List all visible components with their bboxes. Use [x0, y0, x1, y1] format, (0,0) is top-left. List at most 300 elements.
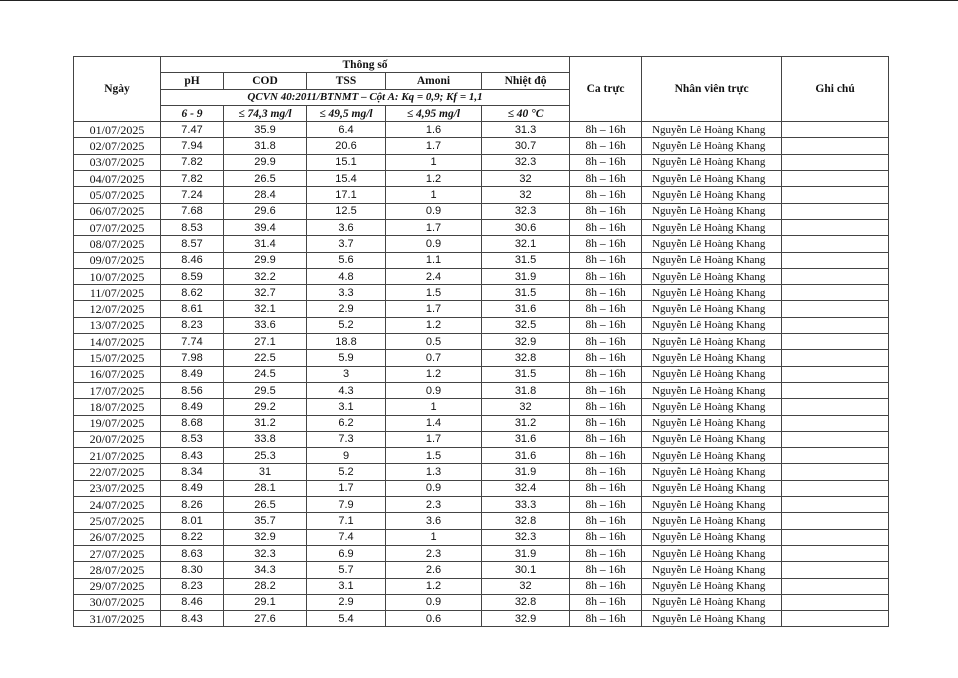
- ph-cell: 8.30: [161, 562, 224, 578]
- shift-cell: 8h – 16h: [570, 562, 642, 578]
- date-cell: 27/07/2025: [74, 545, 161, 561]
- tss-cell: 6.2: [307, 415, 386, 431]
- table-row: [74, 513, 889, 529]
- header-amoni: Amoni: [386, 73, 482, 89]
- note-cell: [782, 594, 889, 610]
- staff-cell: Nguyễn Lê Hoàng Khang: [642, 350, 782, 366]
- table-row: [74, 497, 889, 513]
- ph-cell: 8.61: [161, 301, 224, 317]
- date-cell: 29/07/2025: [74, 578, 161, 594]
- tss-cell: 5.9: [307, 350, 386, 366]
- date-cell: 04/07/2025: [74, 171, 161, 187]
- standard-title: QCVN 40:2011/BTNMT – Cột A: Kq = 0,9; Kf = 1,1: [161, 89, 570, 105]
- staff-cell: Nguyễn Lê Hoàng Khang: [642, 236, 782, 252]
- date-cell: 16/07/2025: [74, 366, 161, 382]
- ph-cell: 8.49: [161, 480, 224, 496]
- staff-cell: Nguyễn Lê Hoàng Khang: [642, 252, 782, 268]
- note-cell: [782, 562, 889, 578]
- shift-cell: 8h – 16h: [570, 611, 642, 627]
- amoni-cell: 1.4: [386, 415, 482, 431]
- note-cell: [782, 285, 889, 301]
- amoni-cell: 1.6: [386, 122, 482, 138]
- table-header: [74, 57, 889, 122]
- shift-cell: 8h – 16h: [570, 399, 642, 415]
- staff-cell: Nguyễn Lê Hoàng Khang: [642, 317, 782, 333]
- date-cell: 03/07/2025: [74, 154, 161, 170]
- note-cell: [782, 350, 889, 366]
- date-cell: 02/07/2025: [74, 138, 161, 154]
- table-row: [74, 252, 889, 268]
- ph-cell: 8.43: [161, 611, 224, 627]
- temperature-cell: 32: [482, 171, 570, 187]
- amoni-cell: 1.2: [386, 578, 482, 594]
- temperature-cell: 32.8: [482, 513, 570, 529]
- date-cell: 09/07/2025: [74, 252, 161, 268]
- staff-cell: Nguyễn Lê Hoàng Khang: [642, 545, 782, 561]
- cod-cell: 27.1: [224, 334, 307, 350]
- date-cell: 10/07/2025: [74, 268, 161, 284]
- cod-cell: 31.2: [224, 415, 307, 431]
- note-cell: [782, 611, 889, 627]
- temperature-cell: 32.5: [482, 317, 570, 333]
- shift-cell: 8h – 16h: [570, 545, 642, 561]
- shift-cell: 8h – 16h: [570, 382, 642, 398]
- cod-cell: 29.5: [224, 382, 307, 398]
- table-row: [74, 382, 889, 398]
- shift-cell: 8h – 16h: [570, 431, 642, 447]
- note-cell: [782, 334, 889, 350]
- temperature-cell: 31.9: [482, 268, 570, 284]
- staff-cell: Nguyễn Lê Hoàng Khang: [642, 415, 782, 431]
- note-cell: [782, 415, 889, 431]
- standard-ph: 6 - 9: [161, 105, 224, 121]
- amoni-cell: 0.9: [386, 203, 482, 219]
- ph-cell: 7.47: [161, 122, 224, 138]
- ph-cell: 8.34: [161, 464, 224, 480]
- amoni-cell: 1: [386, 529, 482, 545]
- shift-cell: 8h – 16h: [570, 301, 642, 317]
- table-row: [74, 285, 889, 301]
- water-quality-log-table: [73, 56, 889, 627]
- temperature-cell: 32.9: [482, 611, 570, 627]
- date-cell: 21/07/2025: [74, 448, 161, 464]
- temperature-cell: 32.4: [482, 480, 570, 496]
- table-row: [74, 431, 889, 447]
- header-ca-truc: Ca trực: [570, 57, 642, 122]
- ph-cell: 8.68: [161, 415, 224, 431]
- shift-cell: 8h – 16h: [570, 138, 642, 154]
- staff-cell: Nguyễn Lê Hoàng Khang: [642, 382, 782, 398]
- ph-cell: 7.82: [161, 154, 224, 170]
- cod-cell: 24.5: [224, 366, 307, 382]
- amoni-cell: 1.7: [386, 431, 482, 447]
- note-cell: [782, 399, 889, 415]
- shift-cell: 8h – 16h: [570, 464, 642, 480]
- table-row: [74, 578, 889, 594]
- note-cell: [782, 219, 889, 235]
- table-row: [74, 334, 889, 350]
- shift-cell: 8h – 16h: [570, 513, 642, 529]
- staff-cell: Nguyễn Lê Hoàng Khang: [642, 480, 782, 496]
- note-cell: [782, 464, 889, 480]
- date-cell: 30/07/2025: [74, 594, 161, 610]
- temperature-cell: 31.5: [482, 285, 570, 301]
- staff-cell: Nguyễn Lê Hoàng Khang: [642, 513, 782, 529]
- date-cell: 12/07/2025: [74, 301, 161, 317]
- staff-cell: Nguyễn Lê Hoàng Khang: [642, 611, 782, 627]
- tss-cell: 5.4: [307, 611, 386, 627]
- amoni-cell: 0.9: [386, 594, 482, 610]
- tss-cell: 15.1: [307, 154, 386, 170]
- table-row: [74, 138, 889, 154]
- ph-cell: 7.98: [161, 350, 224, 366]
- note-cell: [782, 529, 889, 545]
- temperature-cell: 32.3: [482, 203, 570, 219]
- shift-cell: 8h – 16h: [570, 122, 642, 138]
- tss-cell: 7.4: [307, 529, 386, 545]
- ph-cell: 8.26: [161, 497, 224, 513]
- note-cell: [782, 545, 889, 561]
- date-cell: 26/07/2025: [74, 529, 161, 545]
- cod-cell: 29.9: [224, 252, 307, 268]
- cod-cell: 32.9: [224, 529, 307, 545]
- staff-cell: Nguyễn Lê Hoàng Khang: [642, 285, 782, 301]
- tss-cell: 3.6: [307, 219, 386, 235]
- cod-cell: 39.4: [224, 219, 307, 235]
- ph-cell: 8.23: [161, 578, 224, 594]
- table-row: [74, 187, 889, 203]
- cod-cell: 29.1: [224, 594, 307, 610]
- header-nhiet-do: Nhiệt độ: [482, 73, 570, 89]
- table-body: [74, 122, 889, 627]
- ph-cell: 7.24: [161, 187, 224, 203]
- shift-cell: 8h – 16h: [570, 219, 642, 235]
- header-thong-so: Thông số: [161, 57, 570, 73]
- shift-cell: 8h – 16h: [570, 529, 642, 545]
- temperature-cell: 32: [482, 399, 570, 415]
- date-cell: 20/07/2025: [74, 431, 161, 447]
- note-cell: [782, 268, 889, 284]
- ph-cell: 8.63: [161, 545, 224, 561]
- date-cell: 28/07/2025: [74, 562, 161, 578]
- note-cell: [782, 366, 889, 382]
- temperature-cell: 30.1: [482, 562, 570, 578]
- date-cell: 01/07/2025: [74, 122, 161, 138]
- temperature-cell: 31.9: [482, 545, 570, 561]
- date-cell: 05/07/2025: [74, 187, 161, 203]
- note-cell: [782, 480, 889, 496]
- table-row: [74, 350, 889, 366]
- cod-cell: 27.6: [224, 611, 307, 627]
- shift-cell: 8h – 16h: [570, 187, 642, 203]
- header-tss: TSS: [307, 73, 386, 89]
- table-row: [74, 448, 889, 464]
- cod-cell: 25.3: [224, 448, 307, 464]
- note-cell: [782, 187, 889, 203]
- date-cell: 14/07/2025: [74, 334, 161, 350]
- table-row: [74, 219, 889, 235]
- temperature-cell: 32.8: [482, 350, 570, 366]
- temperature-cell: 32: [482, 187, 570, 203]
- date-cell: 13/07/2025: [74, 317, 161, 333]
- tss-cell: 6.4: [307, 122, 386, 138]
- amoni-cell: 1.3: [386, 464, 482, 480]
- shift-cell: 8h – 16h: [570, 415, 642, 431]
- header-nhan-vien: Nhân viên trực: [642, 57, 782, 122]
- staff-cell: Nguyễn Lê Hoàng Khang: [642, 219, 782, 235]
- staff-cell: Nguyễn Lê Hoàng Khang: [642, 448, 782, 464]
- tss-cell: 12.5: [307, 203, 386, 219]
- date-cell: 31/07/2025: [74, 611, 161, 627]
- tss-cell: 3.1: [307, 578, 386, 594]
- standard-nhiet-do: ≤ 40 °C: [482, 105, 570, 121]
- amoni-cell: 2.6: [386, 562, 482, 578]
- cod-cell: 35.7: [224, 513, 307, 529]
- cod-cell: 33.6: [224, 317, 307, 333]
- temperature-cell: 31.5: [482, 252, 570, 268]
- shift-cell: 8h – 16h: [570, 317, 642, 333]
- header-ph: pH: [161, 73, 224, 89]
- shift-cell: 8h – 16h: [570, 334, 642, 350]
- table-row: [74, 529, 889, 545]
- staff-cell: Nguyễn Lê Hoàng Khang: [642, 464, 782, 480]
- tss-cell: 3.1: [307, 399, 386, 415]
- tss-cell: 5.2: [307, 464, 386, 480]
- cod-cell: 28.4: [224, 187, 307, 203]
- amoni-cell: 0.5: [386, 334, 482, 350]
- note-cell: [782, 382, 889, 398]
- ph-cell: 7.68: [161, 203, 224, 219]
- cod-cell: 32.7: [224, 285, 307, 301]
- staff-cell: Nguyễn Lê Hoàng Khang: [642, 562, 782, 578]
- tss-cell: 4.3: [307, 382, 386, 398]
- shift-cell: 8h – 16h: [570, 350, 642, 366]
- cod-cell: 35.9: [224, 122, 307, 138]
- date-cell: 17/07/2025: [74, 382, 161, 398]
- shift-cell: 8h – 16h: [570, 171, 642, 187]
- staff-cell: Nguyễn Lê Hoàng Khang: [642, 366, 782, 382]
- staff-cell: Nguyễn Lê Hoàng Khang: [642, 122, 782, 138]
- cod-cell: 26.5: [224, 171, 307, 187]
- date-cell: 25/07/2025: [74, 513, 161, 529]
- temperature-cell: 32.8: [482, 594, 570, 610]
- tss-cell: 9: [307, 448, 386, 464]
- date-cell: 06/07/2025: [74, 203, 161, 219]
- tss-cell: 5.6: [307, 252, 386, 268]
- date-cell: 24/07/2025: [74, 497, 161, 513]
- ph-cell: 7.74: [161, 334, 224, 350]
- amoni-cell: 0.9: [386, 480, 482, 496]
- temperature-cell: 32: [482, 578, 570, 594]
- tss-cell: 18.8: [307, 334, 386, 350]
- note-cell: [782, 203, 889, 219]
- table-row: [74, 317, 889, 333]
- staff-cell: Nguyễn Lê Hoàng Khang: [642, 154, 782, 170]
- tss-cell: 1.7: [307, 480, 386, 496]
- temperature-cell: 31.8: [482, 382, 570, 398]
- temperature-cell: 31.3: [482, 122, 570, 138]
- amoni-cell: 0.7: [386, 350, 482, 366]
- temperature-cell: 33.3: [482, 497, 570, 513]
- tss-cell: 3.7: [307, 236, 386, 252]
- staff-cell: Nguyễn Lê Hoàng Khang: [642, 529, 782, 545]
- table-row: [74, 301, 889, 317]
- ph-cell: 7.94: [161, 138, 224, 154]
- table-row: [74, 480, 889, 496]
- temperature-cell: 31.6: [482, 301, 570, 317]
- tss-cell: 3: [307, 366, 386, 382]
- standard-cod: ≤ 74,3 mg/l: [224, 105, 307, 121]
- tss-cell: 2.9: [307, 301, 386, 317]
- temperature-cell: 31.5: [482, 366, 570, 382]
- table-row: [74, 268, 889, 284]
- amoni-cell: 0.6: [386, 611, 482, 627]
- shift-cell: 8h – 16h: [570, 448, 642, 464]
- staff-cell: Nguyễn Lê Hoàng Khang: [642, 187, 782, 203]
- tss-cell: 6.9: [307, 545, 386, 561]
- tss-cell: 15.4: [307, 171, 386, 187]
- cod-cell: 29.9: [224, 154, 307, 170]
- temperature-cell: 32.9: [482, 334, 570, 350]
- table-row: [74, 611, 889, 627]
- shift-cell: 8h – 16h: [570, 268, 642, 284]
- amoni-cell: 1.7: [386, 138, 482, 154]
- temperature-cell: 30.7: [482, 138, 570, 154]
- shift-cell: 8h – 16h: [570, 480, 642, 496]
- amoni-cell: 1.7: [386, 219, 482, 235]
- shift-cell: 8h – 16h: [570, 203, 642, 219]
- temperature-cell: 31.9: [482, 464, 570, 480]
- staff-cell: Nguyễn Lê Hoàng Khang: [642, 301, 782, 317]
- amoni-cell: 1.2: [386, 171, 482, 187]
- temperature-cell: 31.6: [482, 448, 570, 464]
- note-cell: [782, 138, 889, 154]
- header-cod: COD: [224, 73, 307, 89]
- header-ghi-chu: Ghi chú: [782, 57, 889, 122]
- note-cell: [782, 513, 889, 529]
- cod-cell: 34.3: [224, 562, 307, 578]
- date-cell: 22/07/2025: [74, 464, 161, 480]
- staff-cell: Nguyễn Lê Hoàng Khang: [642, 171, 782, 187]
- staff-cell: Nguyễn Lê Hoàng Khang: [642, 578, 782, 594]
- staff-cell: Nguyễn Lê Hoàng Khang: [642, 399, 782, 415]
- ph-cell: 8.53: [161, 431, 224, 447]
- standard-amoni: ≤ 4,95 mg/l: [386, 105, 482, 121]
- amoni-cell: 2.3: [386, 497, 482, 513]
- table-row: [74, 236, 889, 252]
- amoni-cell: 2.4: [386, 268, 482, 284]
- staff-cell: Nguyễn Lê Hoàng Khang: [642, 594, 782, 610]
- cod-cell: 31.8: [224, 138, 307, 154]
- staff-cell: Nguyễn Lê Hoàng Khang: [642, 497, 782, 513]
- date-cell: 18/07/2025: [74, 399, 161, 415]
- amoni-cell: 1.5: [386, 285, 482, 301]
- amoni-cell: 3.6: [386, 513, 482, 529]
- amoni-cell: 1.1: [386, 252, 482, 268]
- staff-cell: Nguyễn Lê Hoàng Khang: [642, 203, 782, 219]
- ph-cell: 8.46: [161, 594, 224, 610]
- table-row: [74, 154, 889, 170]
- tss-cell: 7.1: [307, 513, 386, 529]
- date-cell: 23/07/2025: [74, 480, 161, 496]
- table-row: [74, 122, 889, 138]
- shift-cell: 8h – 16h: [570, 497, 642, 513]
- table-row: [74, 171, 889, 187]
- ph-cell: 8.57: [161, 236, 224, 252]
- shift-cell: 8h – 16h: [570, 285, 642, 301]
- amoni-cell: 2.3: [386, 545, 482, 561]
- note-cell: [782, 448, 889, 464]
- date-cell: 11/07/2025: [74, 285, 161, 301]
- ph-cell: 8.49: [161, 366, 224, 382]
- tss-cell: 20.6: [307, 138, 386, 154]
- note-cell: [782, 171, 889, 187]
- cod-cell: 26.5: [224, 497, 307, 513]
- temperature-cell: 31.6: [482, 431, 570, 447]
- ph-cell: 8.23: [161, 317, 224, 333]
- cod-cell: 22.5: [224, 350, 307, 366]
- note-cell: [782, 154, 889, 170]
- cod-cell: 28.1: [224, 480, 307, 496]
- amoni-cell: 0.9: [386, 236, 482, 252]
- temperature-cell: 32.3: [482, 529, 570, 545]
- table-row: [74, 366, 889, 382]
- tss-cell: 4.8: [307, 268, 386, 284]
- cod-cell: 32.3: [224, 545, 307, 561]
- table-row: [74, 203, 889, 219]
- ph-cell: 8.62: [161, 285, 224, 301]
- cod-cell: 28.2: [224, 578, 307, 594]
- standard-tss: ≤ 49,5 mg/l: [307, 105, 386, 121]
- amoni-cell: 1: [386, 187, 482, 203]
- ph-cell: 8.53: [161, 219, 224, 235]
- shift-cell: 8h – 16h: [570, 154, 642, 170]
- cod-cell: 29.6: [224, 203, 307, 219]
- tss-cell: 7.3: [307, 431, 386, 447]
- shift-cell: 8h – 16h: [570, 252, 642, 268]
- note-cell: [782, 431, 889, 447]
- staff-cell: Nguyễn Lê Hoàng Khang: [642, 138, 782, 154]
- date-cell: 08/07/2025: [74, 236, 161, 252]
- temperature-cell: 30.6: [482, 219, 570, 235]
- header-ngay: Ngày: [74, 57, 161, 122]
- note-cell: [782, 252, 889, 268]
- tss-cell: 3.3: [307, 285, 386, 301]
- amoni-cell: 1.2: [386, 366, 482, 382]
- tss-cell: 17.1: [307, 187, 386, 203]
- date-cell: 07/07/2025: [74, 219, 161, 235]
- page-top-border: [0, 0, 958, 1]
- shift-cell: 8h – 16h: [570, 594, 642, 610]
- ph-cell: 8.46: [161, 252, 224, 268]
- note-cell: [782, 497, 889, 513]
- date-cell: 19/07/2025: [74, 415, 161, 431]
- cod-cell: 31.4: [224, 236, 307, 252]
- note-cell: [782, 122, 889, 138]
- staff-cell: Nguyễn Lê Hoàng Khang: [642, 431, 782, 447]
- temperature-cell: 31.2: [482, 415, 570, 431]
- cod-cell: 33.8: [224, 431, 307, 447]
- ph-cell: 8.43: [161, 448, 224, 464]
- amoni-cell: 1: [386, 154, 482, 170]
- tss-cell: 7.9: [307, 497, 386, 513]
- tss-cell: 2.9: [307, 594, 386, 610]
- table-row: [74, 464, 889, 480]
- note-cell: [782, 301, 889, 317]
- note-cell: [782, 317, 889, 333]
- shift-cell: 8h – 16h: [570, 578, 642, 594]
- table-row: [74, 562, 889, 578]
